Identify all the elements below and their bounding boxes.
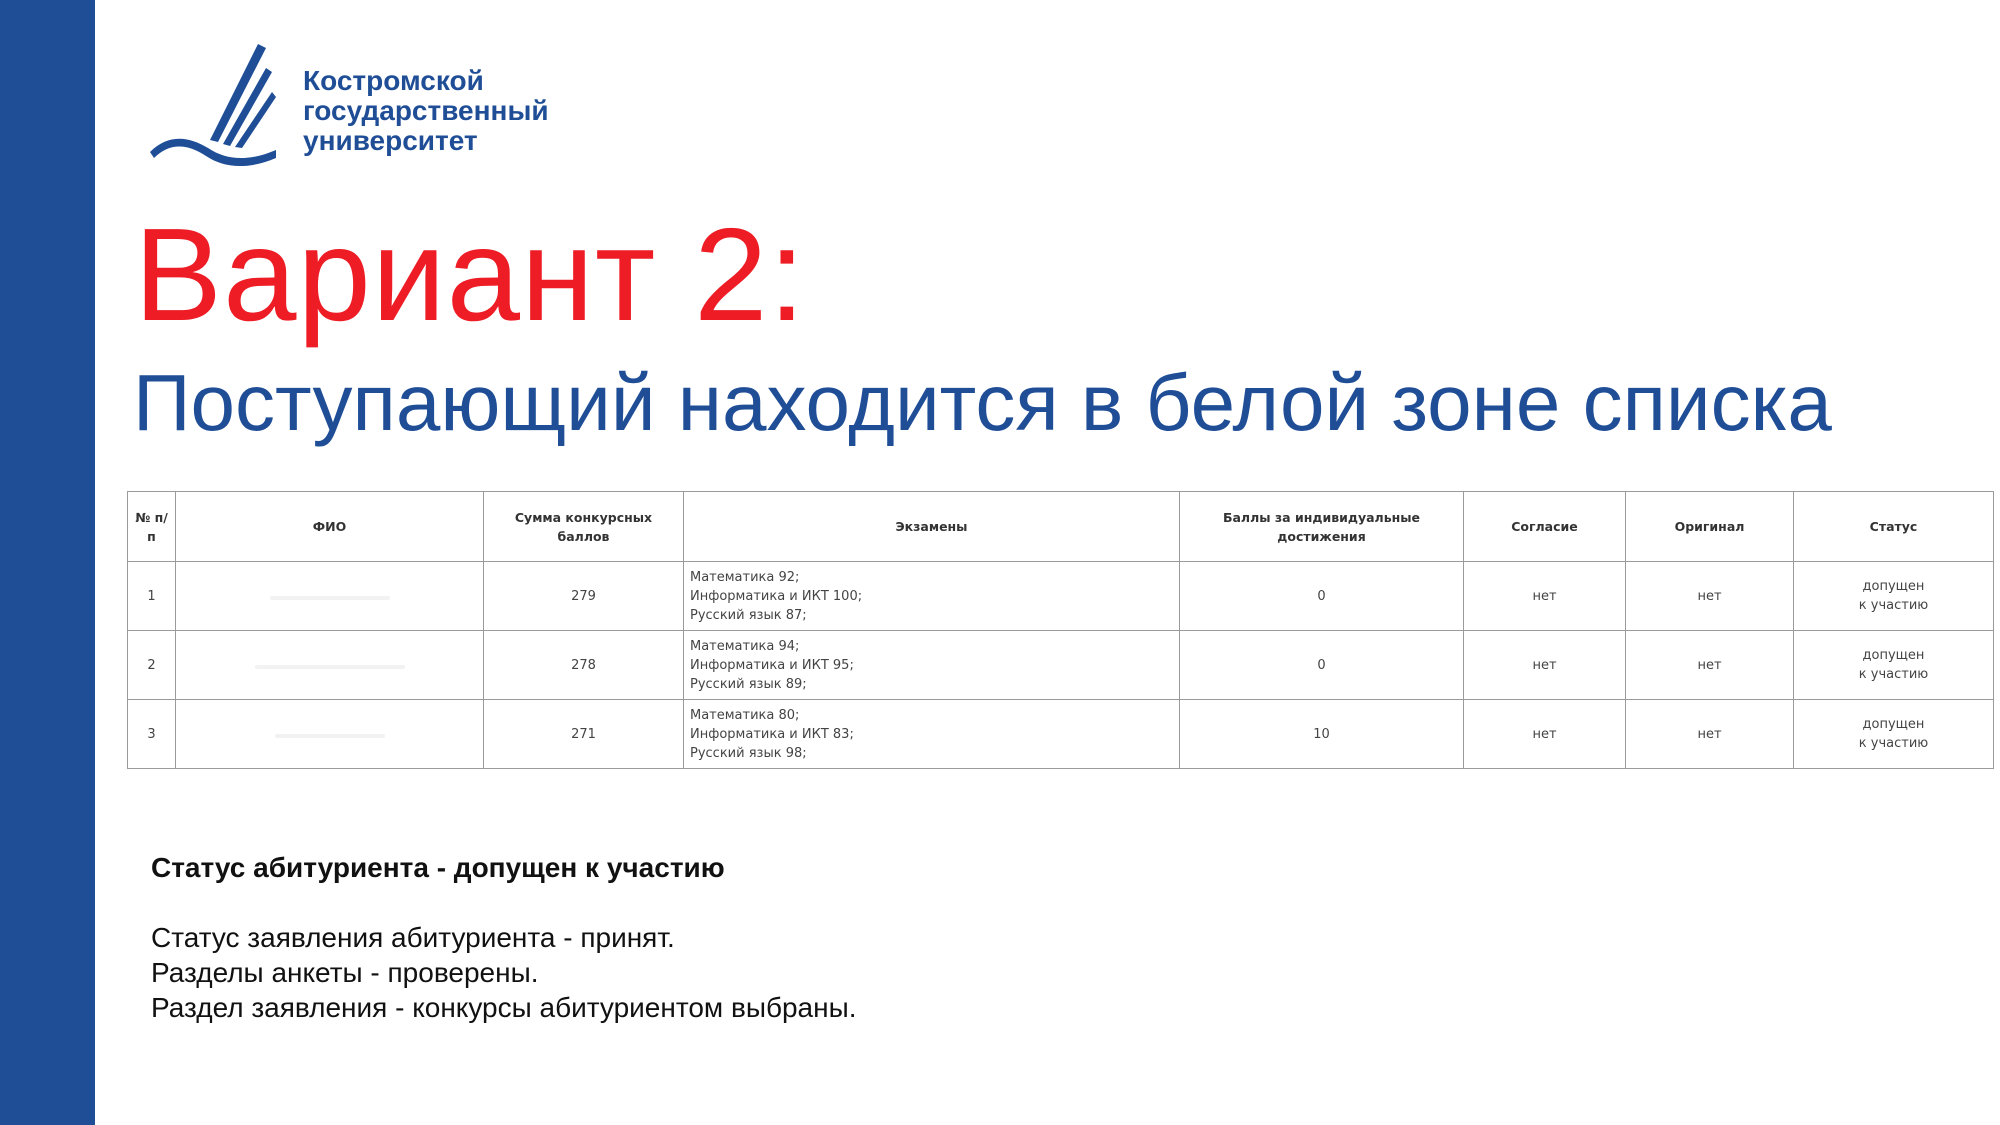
cell-fio-redacted bbox=[176, 631, 484, 700]
cell-fio-redacted bbox=[176, 700, 484, 769]
slide-title: Вариант 2: bbox=[134, 201, 807, 348]
exam-line: Русский язык 89; bbox=[690, 676, 807, 692]
status-line: допущен bbox=[1862, 717, 1925, 732]
cell-num: 1 bbox=[128, 562, 176, 631]
logo-line-3: университет bbox=[303, 125, 478, 156]
cell-exams bbox=[684, 631, 1180, 700]
questionnaire-status-line: Разделы анкеты - проверены. bbox=[151, 957, 539, 988]
competitions-status-line: Раздел заявления - конкурсы абитуриентом выбраны. bbox=[151, 992, 857, 1023]
cell-individual: 0 bbox=[1180, 631, 1464, 700]
cell-individual: 0 bbox=[1180, 562, 1464, 631]
cell-fio-redacted bbox=[176, 562, 484, 631]
header-consent: Согласие bbox=[1464, 492, 1626, 562]
applicant-status-heading: Статус абитуриента - допущен к участию bbox=[151, 852, 725, 883]
exam-line: Информатика и ИКТ 95; bbox=[690, 657, 854, 673]
header-original: Оригинал bbox=[1626, 492, 1794, 562]
cell-num: 3 bbox=[128, 700, 176, 769]
kgu-sail-wave-icon bbox=[148, 44, 278, 174]
status-line: к участию bbox=[1858, 598, 1929, 613]
header-fio: ФИО bbox=[176, 492, 484, 562]
exam-line: Информатика и ИКТ 83; bbox=[690, 726, 854, 742]
status-line: допущен bbox=[1862, 579, 1925, 594]
status-line: к участию bbox=[1858, 736, 1929, 751]
left-accent-bar bbox=[0, 0, 95, 1125]
cell-num: 2 bbox=[128, 631, 176, 700]
cell-individual: 10 bbox=[1180, 700, 1464, 769]
table-header-row bbox=[128, 492, 1994, 562]
exam-line: Математика 80; bbox=[690, 707, 800, 723]
table-row bbox=[128, 562, 1994, 631]
exam-line: Русский язык 98; bbox=[690, 745, 807, 761]
application-status-line: Статус заявления абитуриента - принят. bbox=[151, 922, 675, 953]
cell-original: нет bbox=[1626, 562, 1794, 631]
status-line: допущен bbox=[1862, 648, 1925, 663]
cell-sum: 279 bbox=[484, 562, 684, 631]
header-num: № п/п bbox=[128, 492, 176, 562]
status-line: к участию bbox=[1858, 667, 1929, 682]
cell-consent: нет bbox=[1464, 700, 1626, 769]
applicants-table bbox=[127, 491, 1994, 769]
header-individual: Баллы за индивидуальные достижения bbox=[1180, 492, 1464, 562]
cell-consent: нет bbox=[1464, 562, 1626, 631]
cell-exams bbox=[684, 562, 1180, 631]
cell-exams bbox=[684, 700, 1180, 769]
header-sum: Сумма конкурсных баллов bbox=[484, 492, 684, 562]
cell-sum: 271 bbox=[484, 700, 684, 769]
cell-status bbox=[1794, 631, 1994, 700]
logo-line-2: государственный bbox=[303, 95, 549, 126]
applicant-status-notes bbox=[151, 850, 857, 1025]
header-status: Статус bbox=[1794, 492, 1994, 562]
logo-wordmark bbox=[303, 66, 549, 156]
exam-line: Информатика и ИКТ 100; bbox=[690, 588, 863, 604]
cell-original: нет bbox=[1626, 700, 1794, 769]
table-row bbox=[128, 700, 1994, 769]
exam-line: Математика 94; bbox=[690, 638, 800, 654]
logo-line-1: Костромской bbox=[303, 65, 484, 96]
cell-consent: нет bbox=[1464, 631, 1626, 700]
university-logo bbox=[148, 44, 568, 174]
exam-line: Математика 92; bbox=[690, 569, 800, 585]
exam-line: Русский язык 87; bbox=[690, 607, 807, 623]
cell-sum: 278 bbox=[484, 631, 684, 700]
slide-subtitle: Поступающий находится в белой зоне списка bbox=[133, 358, 1832, 447]
header-exams: Экзамены bbox=[684, 492, 1180, 562]
cell-status bbox=[1794, 562, 1994, 631]
cell-original: нет bbox=[1626, 631, 1794, 700]
table-row bbox=[128, 631, 1994, 700]
cell-status bbox=[1794, 700, 1994, 769]
